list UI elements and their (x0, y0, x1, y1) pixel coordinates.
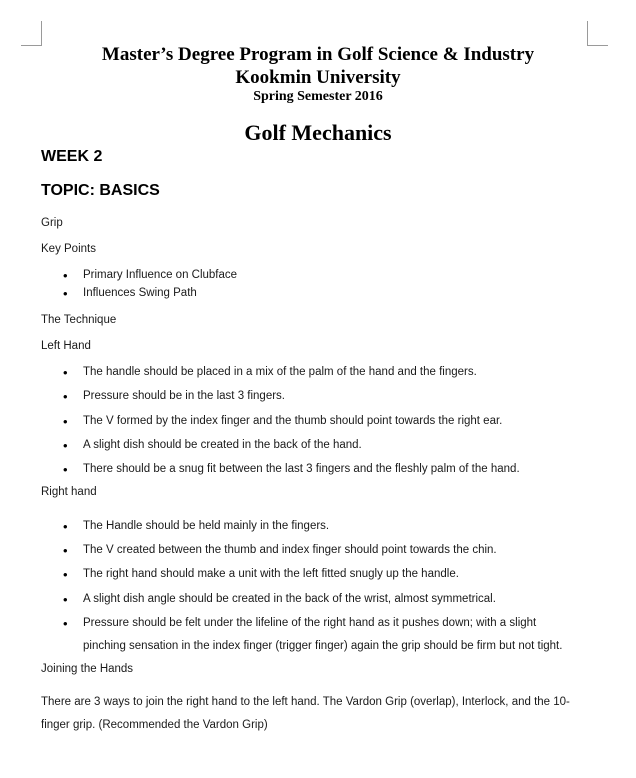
joining-paragraph-line: There are 3 ways to join the right hand to the left hand. The Vardon Grip (overlap), Interlock, and the 10- (41, 696, 570, 708)
right-hand-item: • Pressure should be felt under the lifeline of the right hand as it pushes down; with a slight (83, 617, 536, 629)
technique-label: The Technique (41, 314, 117, 326)
university-heading: Kookmin University (235, 67, 401, 88)
program-heading: Master’s Degree Program in Golf Science & Industry (101, 44, 535, 65)
semester-heading: Spring Semester 2016 (253, 89, 383, 104)
topic-heading: TOPIC: BASICS (41, 182, 160, 199)
left-hand-item: • A slight dish should be created in the back of the hand. (83, 439, 362, 451)
left-hand-item: • The handle should be placed in a mix of the palm of the hand and the fingers. (83, 366, 477, 378)
key-points-label: Key Points (41, 243, 96, 255)
page-corner-mark-right (587, 21, 608, 46)
grip-label: Grip (41, 217, 63, 229)
left-hand-label: Left Hand (41, 340, 91, 352)
right-hand-item: • The Handle should be held mainly in the fingers. (83, 520, 329, 532)
document-title: Golf Mechanics (244, 120, 392, 145)
left-hand-item: • There should be a snug fit between the last 3 fingers and the fleshly palm of the hand. (83, 463, 520, 475)
page-corner-mark-left (21, 21, 42, 46)
left-hand-item: • The V formed by the index finger and the thumb should point towards the right ear. (83, 415, 502, 427)
joining-hands-label: Joining the Hands (41, 663, 134, 675)
joining-paragraph-line: finger grip. (Recommended the Vardon Grip) (41, 719, 268, 731)
key-point-item: • Influences Swing Path (83, 287, 197, 299)
right-hand-item-continuation: pinching sensation in the index finger (trigger finger) again the grip should be firm but not tight. (83, 640, 563, 652)
right-hand-item: • The V created between the thumb and index finger should point towards the chin. (83, 544, 497, 556)
right-hand-item: • The right hand should make a unit with the left fitted snugly up the handle. (83, 568, 459, 580)
right-hand-item: • A slight dish angle should be created in the back of the wrist, almost symmetrical. (83, 593, 496, 605)
left-hand-item: • Pressure should be in the last 3 fingers. (83, 390, 285, 402)
key-point-item: • Primary Influence on Clubface (83, 269, 237, 281)
right-hand-label: Right hand (41, 486, 97, 498)
week-heading: WEEK 2 (41, 148, 103, 165)
